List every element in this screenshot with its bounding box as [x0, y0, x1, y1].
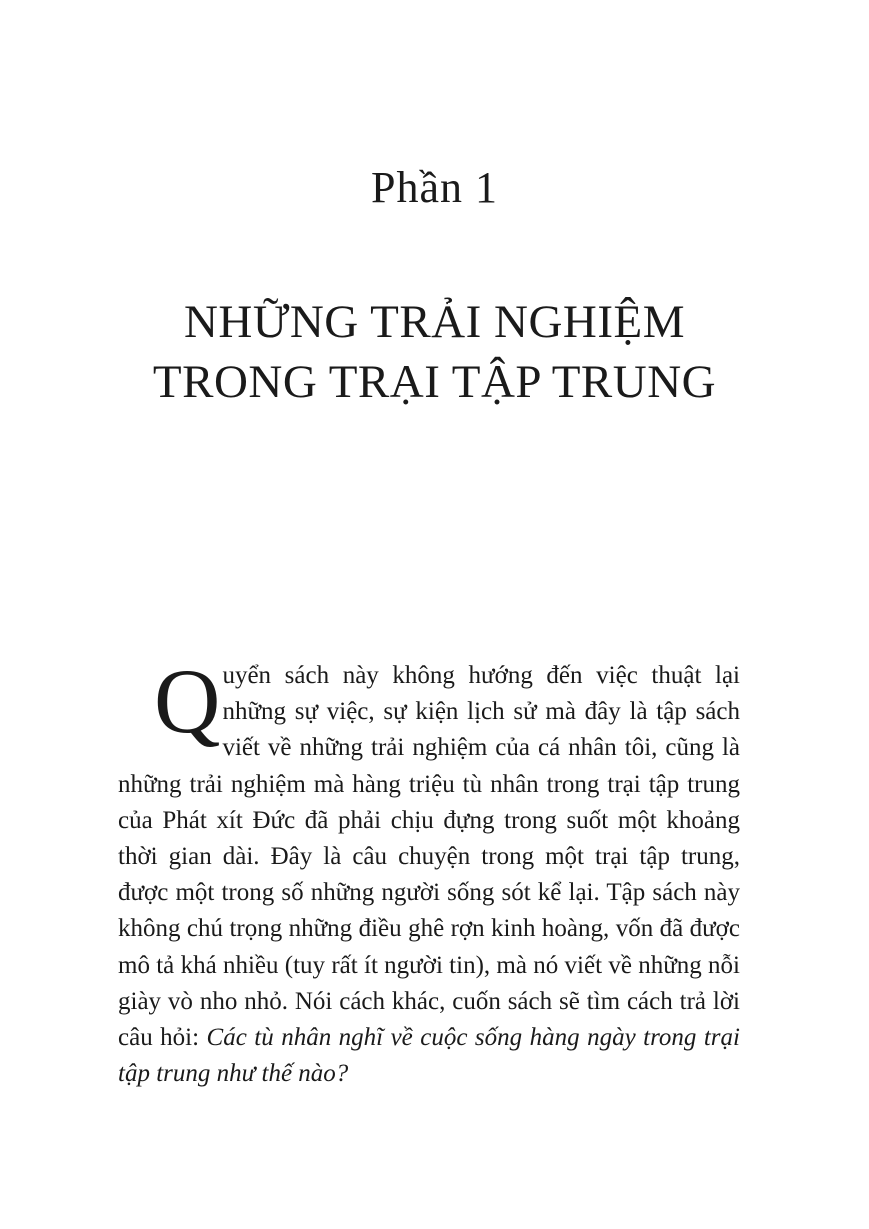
drop-cap: Q [154, 650, 221, 752]
part-title [0, 292, 869, 412]
part-title-line-2: TRONG TRẠI TẬP TRUNG [152, 356, 717, 408]
paragraph-text: uyển sách này không hướng đến việc thuật lại những sự việc, sự kiện lịch sử mà đây là tập sách viết về những trải nghiệm của cá nhân tôi, cũng là những trải nghiệm mà hàng triệu tù nhân trong trại tập trung của Phát xít Đức đã phải chịu đựng trong suốt một khoảng thời gian dài. Đây là câu chuyện trong một trại tập trung, được một trong số những người sống sót kể lại. Tập sách này không chú trọng những điều ghê rợn kinh hoàng, vốn đã được mô tả khá nhiều (tuy rất ít người tin), mà nó viết về những nỗi giày vò nho nhỏ. Nói cách khác, cuốn sách sẽ tìm cách trả lời câu hỏi: [118, 662, 740, 1052]
italic-question: Các tù nhân nghĩ về cuộc sống hàng ngày trong trại tập trung như thế nào? [118, 1024, 740, 1088]
part-title-line-1: NHỮNG TRẢI NGHIỆM [183, 296, 685, 348]
body-paragraph [118, 650, 740, 1092]
part-label: Phần 1 [371, 163, 498, 212]
